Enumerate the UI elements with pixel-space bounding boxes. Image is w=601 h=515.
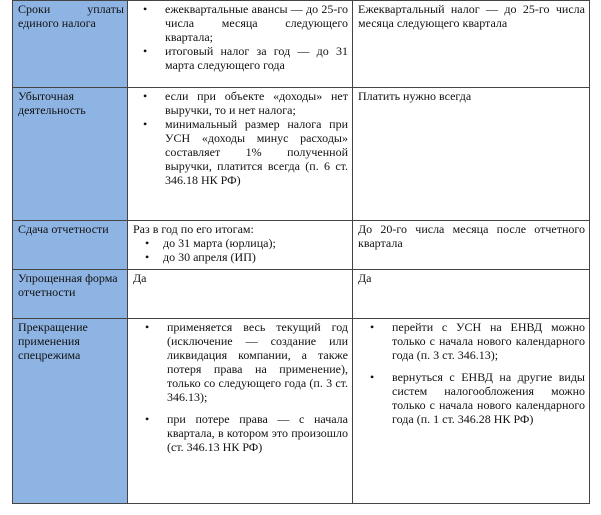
table-row-simplified-reporting	[13, 270, 590, 319]
usn-list-loss-activity	[133, 89, 348, 187]
usn-reporting-intro: Раз в год по его итогам:	[133, 222, 254, 236]
table-row-reporting	[13, 221, 590, 270]
usn-list-payment-deadlines	[133, 2, 348, 72]
row-header-payment-deadlines: Сроки уплаты единого налога	[13, 1, 128, 88]
usn-cell-reporting	[128, 221, 353, 270]
usn-cell-payment-deadlines	[128, 1, 353, 88]
envd-cell-loss-activity: Платить нужно всегда	[353, 88, 590, 221]
list-item: • если при объекте «доходы» нет выручки, то и нет налога;	[133, 89, 348, 117]
usn-list-reporting	[133, 236, 348, 264]
list-item: • перейти с УСН на ЕНВД можно только с начала нового календарного года (п. 3 ст. 346.13);	[358, 320, 585, 362]
envd-cell-reporting: До 20-го числа месяца после отчетного квартала	[353, 221, 590, 270]
envd-list-termination	[358, 320, 585, 426]
table-row-termination	[13, 319, 590, 504]
row-header-loss-activity: Убыточная деятельность	[13, 88, 128, 221]
list-item: • до 30 апреля (ИП)	[133, 250, 348, 264]
row-header-simplified-reporting: Упрощенная форма отчетности	[13, 270, 128, 319]
list-item: • минимальный размер налога при УСН «доходы минус расходы» составляет 1% полученной выручки, платится всегда (п. 6 ст. 346.18 НК РФ)	[133, 117, 348, 187]
list-item: • до 31 марта (юрлица);	[133, 236, 348, 250]
envd-cell-payment-deadlines: Ежеквартальный налог — до 25-го числа месяца следующего квартала	[353, 1, 590, 88]
list-item: • вернуться с ЕНВД на другие виды систем налогообложения можно только с начала нового календарного года (п. 1 ст. 346.28 НК РФ)	[358, 370, 585, 426]
row-header-reporting: Сдача отчетности	[13, 221, 128, 270]
table-row-loss-activity	[13, 88, 590, 221]
table-row-payment-deadlines	[13, 1, 590, 88]
list-item: • применяется весь текущий год (исключение — создание или ликвидация компании, а также потеря права на применение), только со следующего года (п. 3 ст. 346.13);	[133, 320, 348, 404]
usn-cell-simplified-reporting: Да	[128, 270, 353, 319]
row-header-termination: Прекращение применения спецрежима	[13, 319, 128, 504]
list-item: • итоговый налог за год — до 31 марта следующего года	[133, 44, 348, 72]
tax-comparison-table	[12, 0, 590, 504]
usn-cell-loss-activity	[128, 88, 353, 221]
list-item: • при потере права — с начала квартала, в котором это произошло (ст. 346.13 НК РФ)	[133, 412, 348, 454]
list-item: • ежеквартальные авансы — до 25-го числа месяца следующего квартала;	[133, 2, 348, 44]
envd-cell-simplified-reporting: Да	[353, 270, 590, 319]
envd-cell-termination	[353, 319, 590, 504]
usn-cell-termination	[128, 319, 353, 504]
usn-list-termination	[133, 320, 348, 454]
